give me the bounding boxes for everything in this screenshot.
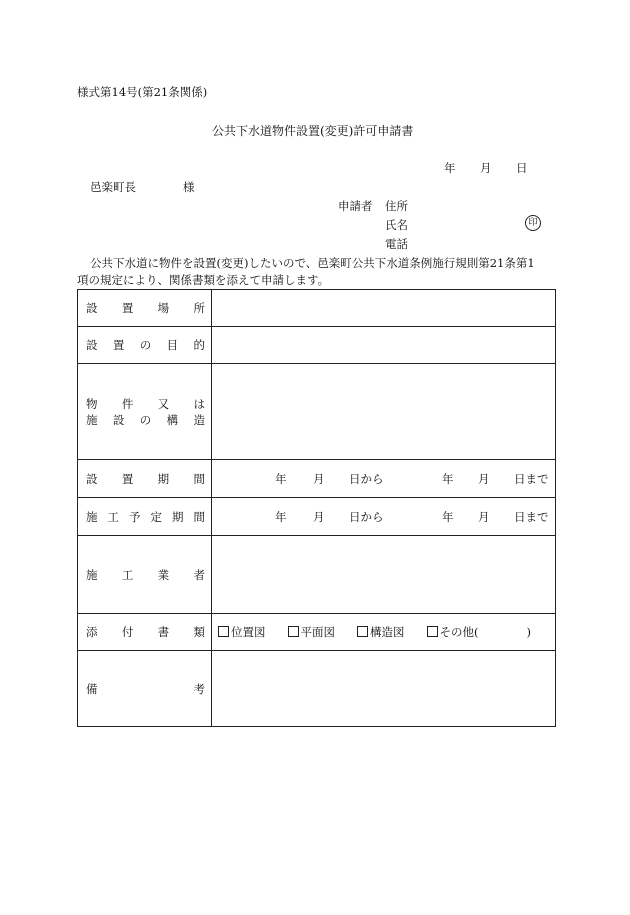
label-char: 期 (157, 471, 170, 486)
label-char: 設 (86, 301, 98, 315)
label-char: 置 (121, 301, 134, 315)
construction-to-year: 年 (442, 509, 454, 524)
label-purpose (78, 327, 212, 364)
field-location[interactable] (212, 290, 556, 327)
row-purpose (78, 327, 556, 364)
label-char: 置 (112, 338, 125, 352)
construction-from-day: 日から (349, 509, 384, 524)
period-from-year: 年 (275, 471, 287, 486)
label-char: 造 (193, 412, 205, 427)
row-contractor (78, 536, 556, 614)
label-char: 書 (157, 625, 170, 639)
period-to-day: 日まで (514, 471, 549, 486)
attachment-other[interactable] (427, 624, 532, 640)
label-attachments (78, 614, 212, 651)
field-structure[interactable] (212, 364, 556, 460)
label-char: 物 (86, 396, 98, 411)
date-month: 月 (480, 161, 492, 175)
label-char: 間 (193, 471, 205, 486)
attachment-plan-view[interactable] (288, 624, 336, 640)
period-from-month: 月 (313, 471, 325, 486)
label-char: 構 (166, 412, 179, 427)
label-period (78, 460, 212, 498)
label-char: 所 (193, 301, 205, 315)
label-char: は (193, 396, 205, 411)
label-remarks (78, 651, 212, 727)
label-char: 定 (150, 509, 162, 524)
field-period[interactable] (212, 460, 556, 498)
construction-to-month: 月 (478, 509, 490, 524)
label-char: 又 (157, 396, 170, 411)
row-attachments (78, 614, 556, 651)
period-from-day: 日から (349, 471, 384, 486)
checkbox-plan-view[interactable] (288, 626, 299, 637)
label-location (78, 290, 212, 327)
checkbox-location-map[interactable] (218, 626, 229, 637)
field-attachments (212, 614, 556, 651)
label-char: 期 (172, 509, 184, 524)
label-char: 備 (86, 681, 98, 696)
option-label: 位置図 (231, 625, 266, 639)
label-char: 設 (86, 338, 98, 352)
date-year: 年 (444, 161, 456, 175)
phone-label: 電話 (385, 237, 408, 251)
row-period (78, 460, 556, 498)
name-label: 氏名 (385, 218, 408, 232)
label-char: 的 (193, 338, 205, 352)
row-location (78, 290, 556, 327)
label-char: 付 (121, 625, 134, 639)
option-label: 構造図 (370, 625, 405, 639)
label-char: 施 (86, 567, 98, 582)
application-form-table (77, 289, 556, 727)
label-construction-period (78, 498, 212, 536)
label-char: 件 (121, 396, 134, 411)
label-char: 業 (157, 567, 170, 582)
label-char: 施 (86, 509, 98, 524)
label-contractor (78, 536, 212, 614)
row-structure (78, 364, 556, 460)
label-char: 間 (193, 509, 205, 524)
label-char: 予 (129, 509, 141, 524)
body-text-line2: 項の規定により、関係書類を添えて申請します。 (77, 273, 330, 287)
option-label: その他( (439, 625, 479, 639)
label-char: 考 (193, 681, 205, 696)
checkbox-other[interactable] (427, 626, 438, 637)
body-text-line1: 公共下水道に物件を設置(変更)したいので、邑楽町公共下水道条例施行規則第21条第1 (90, 256, 535, 270)
label-char: 類 (193, 625, 205, 639)
period-to-year: 年 (442, 471, 454, 486)
row-construction-period (78, 498, 556, 536)
label-char: 設 (86, 471, 98, 486)
label-char: 置 (121, 471, 134, 486)
row-remarks (78, 651, 556, 727)
form-number: 様式第14号(第21条関係) (77, 85, 208, 99)
label-char: 工 (121, 567, 134, 582)
label-char: 施 (86, 412, 98, 427)
label-char: の (139, 338, 152, 352)
addressee-name: 邑楽町長 (90, 180, 136, 194)
field-remarks[interactable] (212, 651, 556, 727)
checkbox-structure-drawing[interactable] (357, 626, 368, 637)
label-char: 目 (166, 338, 179, 352)
label-char: 設 (112, 412, 125, 427)
field-construction-period[interactable] (212, 498, 556, 536)
label-char: の (139, 412, 152, 427)
field-purpose[interactable] (212, 327, 556, 364)
construction-to-day: 日まで (514, 509, 549, 524)
construction-from-month: 月 (313, 509, 325, 524)
attachment-structure-drawing[interactable] (357, 624, 405, 640)
address-label: 住所 (385, 199, 408, 213)
label-char: 場 (157, 301, 170, 315)
label-char: 者 (193, 567, 205, 582)
option-close-paren: ) (526, 625, 531, 639)
label-char: 添 (86, 625, 98, 639)
field-contractor[interactable] (212, 536, 556, 614)
addressee-honorific: 様 (183, 180, 195, 194)
label-char: 工 (107, 509, 119, 524)
construction-from-year: 年 (275, 509, 287, 524)
document-title: 公共下水道物件設置(変更)許可申請書 (212, 124, 414, 138)
date-day: 日 (516, 161, 528, 175)
seal-mark: 印 (525, 215, 541, 231)
option-label: 平面図 (300, 625, 335, 639)
period-to-month: 月 (478, 471, 490, 486)
label-structure (78, 364, 212, 460)
applicant-label: 申請者 (338, 199, 373, 213)
attachment-location-map[interactable] (218, 624, 266, 640)
